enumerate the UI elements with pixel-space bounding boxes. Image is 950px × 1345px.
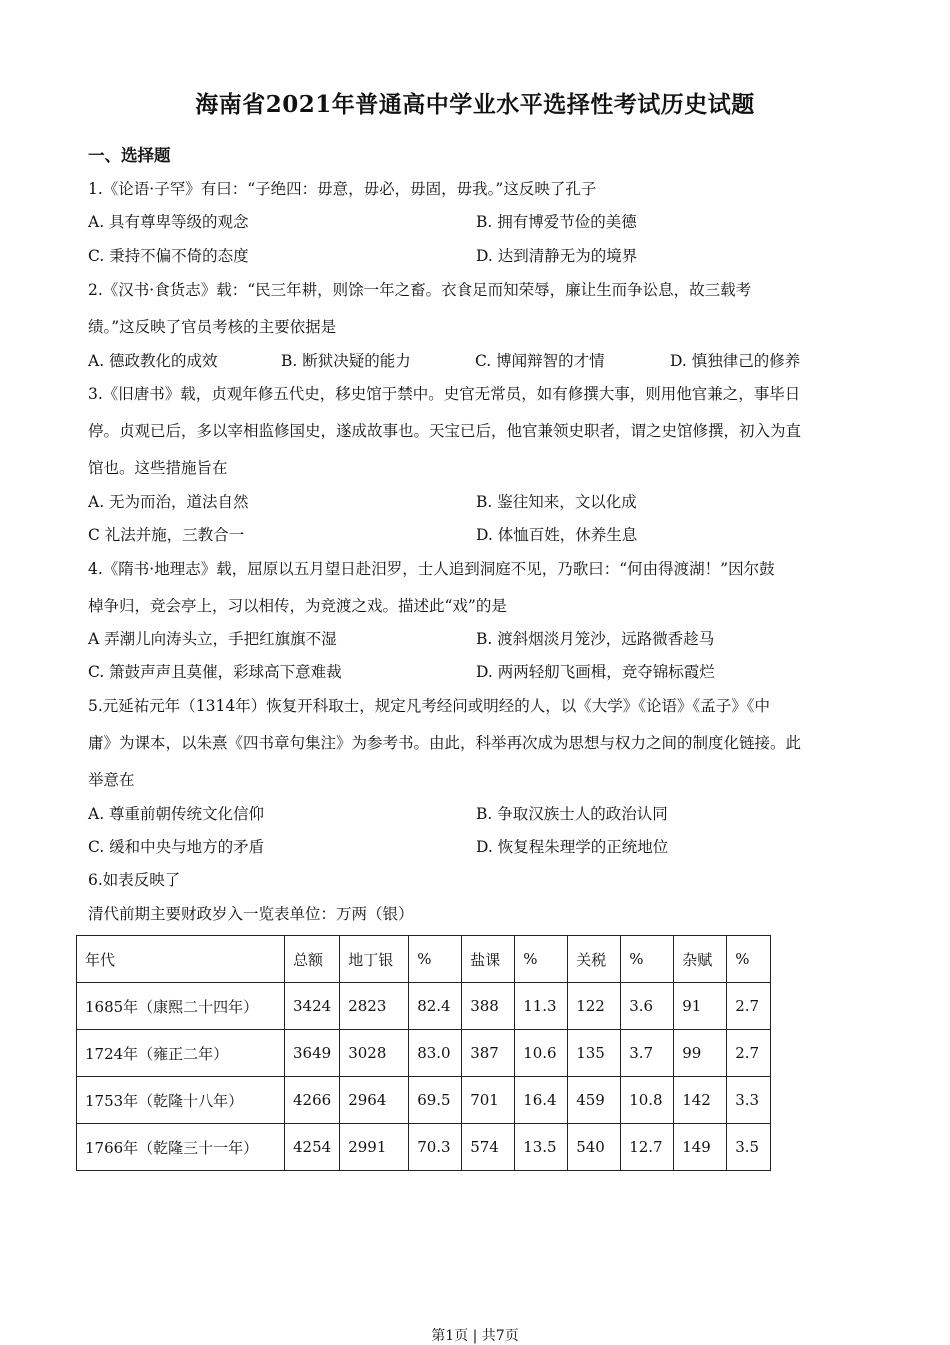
q4-option-a[interactable]: A 弄潮儿向涛头立，手把红旗旗不湿 xyxy=(88,630,337,648)
table-row xyxy=(77,983,771,1030)
table-cell: 13.5 xyxy=(515,1124,568,1171)
table-cell: 2991 xyxy=(340,1124,409,1171)
q2-option-c[interactable]: C. 博闻辩智的才情 xyxy=(475,352,605,370)
fiscal-revenue-table xyxy=(76,935,771,1171)
table-cell: 2.7 xyxy=(727,1030,771,1077)
q1-option-d[interactable]: D. 达到清静无为的境界 xyxy=(476,247,638,265)
table-cell: 387 xyxy=(462,1030,515,1077)
q4-option-d[interactable]: D. 两两轻舠飞画楫，竞夺锦标霞烂 xyxy=(476,663,715,681)
table-caption: 清代前期主要财政岁入一览表单位：万两（银） xyxy=(88,905,414,923)
q3-stem-line3: 馆也。这些措施旨在 xyxy=(88,459,228,477)
table-cell: 2.7 xyxy=(727,983,771,1030)
page-title: 海南省2021年普通高中学业水平选择性考试历史试题 xyxy=(195,91,755,118)
table-header-row xyxy=(77,936,771,983)
table-cell: 70.3 xyxy=(409,1124,462,1171)
table-cell: 1724年（雍正二年） xyxy=(77,1030,285,1077)
table-cell: 3424 xyxy=(285,983,340,1030)
table-cell: 1753年（乾隆十八年） xyxy=(77,1077,285,1124)
table-cell: 540 xyxy=(568,1124,621,1171)
q3-option-b[interactable]: B. 鉴往知来，文以化成 xyxy=(476,493,637,511)
table-header-cell: 年代 xyxy=(77,936,285,983)
q3-option-a[interactable]: A. 无为而治，道法自然 xyxy=(88,493,249,511)
table-cell: 82.4 xyxy=(409,983,462,1030)
q5-option-a[interactable]: A. 尊重前朝传统文化信仰 xyxy=(88,805,265,823)
table-header-cell: 总额 xyxy=(285,936,340,983)
table-cell: 3649 xyxy=(285,1030,340,1077)
table-row xyxy=(77,1124,771,1171)
table-header-cell: 地丁银 xyxy=(340,936,409,983)
table-cell: 12.7 xyxy=(621,1124,674,1171)
q1-option-b[interactable]: B. 拥有博爱节俭的美德 xyxy=(476,213,637,231)
q6-stem: 6.如表反映了 xyxy=(88,871,181,889)
q5-option-b[interactable]: B. 争取汉族士人的政治认同 xyxy=(476,805,668,823)
table-cell: 2823 xyxy=(340,983,409,1030)
q2-option-d[interactable]: D. 慎独律己的修养 xyxy=(670,352,801,370)
q2-option-a[interactable]: A. 德政教化的成效 xyxy=(88,352,218,370)
page-footer: 第1页 | 共7页 xyxy=(431,1328,519,1344)
q2-stem-line1: 2.《汉书·食货志》载：“民三年耕，则馀一年之畜。衣食足而知荣辱，廉让生而争讼息，故三载考 xyxy=(88,281,752,299)
q4-stem-line2: 棹争归，竞会亭上，习以相传，为竞渡之戏。描述此“戏”的是 xyxy=(88,597,507,615)
table-header-cell: 盐课 xyxy=(462,936,515,983)
table-cell: 142 xyxy=(674,1077,727,1124)
table-cell: 3.5 xyxy=(727,1124,771,1171)
table-cell: 4266 xyxy=(285,1077,340,1124)
q4-option-b[interactable]: B. 渡斜烟淡月笼沙，远路微香趁马 xyxy=(476,630,715,648)
q5-option-d[interactable]: D. 恢复程朱理学的正统地位 xyxy=(476,838,669,856)
q5-stem-line3: 举意在 xyxy=(88,771,135,789)
table-cell: 69.5 xyxy=(409,1077,462,1124)
q2-option-b[interactable]: B. 断狱决疑的能力 xyxy=(281,352,411,370)
q1-stem: 1.《论语·子罕》有曰：“子绝四：毋意，毋必，毋固，毋我。”这反映了孔子 xyxy=(88,180,597,198)
table-cell: 3028 xyxy=(340,1030,409,1077)
table-row xyxy=(77,1030,771,1077)
table-header-cell: % xyxy=(409,936,462,983)
table-cell: 3.7 xyxy=(621,1030,674,1077)
table-cell: 135 xyxy=(568,1030,621,1077)
table-cell: 83.0 xyxy=(409,1030,462,1077)
table-header-cell: % xyxy=(727,936,771,983)
table-row xyxy=(77,1077,771,1124)
table-cell: 122 xyxy=(568,983,621,1030)
table-cell: 149 xyxy=(674,1124,727,1171)
q5-stem-line1: 5.元延祐元年（1314年）恢复开科取士，规定凡考经问或明经的人，以《大学》《论语》《孟子》《中 xyxy=(88,697,770,715)
table-cell: 701 xyxy=(462,1077,515,1124)
table-cell: 4254 xyxy=(285,1124,340,1171)
q1-option-a[interactable]: A. 具有尊卑等级的观念 xyxy=(88,213,249,231)
table-cell: 459 xyxy=(568,1077,621,1124)
q2-stem-line2: 绩。”这反映了官员考核的主要依据是 xyxy=(88,318,337,336)
table-cell: 16.4 xyxy=(515,1077,568,1124)
table-cell: 10.8 xyxy=(621,1077,674,1124)
q3-stem-line2: 停。贞观已后，多以宰相监修国史，遂成故事也。天宝已后，他官兼领史职者，谓之史馆修撰，初入为直 xyxy=(88,422,802,440)
table-header-cell: 关税 xyxy=(568,936,621,983)
table-header-cell: % xyxy=(515,936,568,983)
table-cell: 1685年（康熙二十四年） xyxy=(77,983,285,1030)
section-heading: 一、选择题 xyxy=(88,146,171,165)
q5-stem-line2: 庸》为课本，以朱熹《四书章句集注》为参考书。由此，科举再次成为思想与权力之间的制度化链接。此 xyxy=(88,734,802,752)
q4-stem-line1: 4.《隋书·地理志》载，屈原以五月望日赴汨罗，士人追到洞庭不见，乃歌曰：“何由得渡湖！”因尔鼓 xyxy=(88,560,775,578)
q4-option-c[interactable]: C. 箫鼓声声且莫催，彩球高下意难裁 xyxy=(88,663,342,681)
table-cell: 91 xyxy=(674,983,727,1030)
table-cell: 10.6 xyxy=(515,1030,568,1077)
table-cell: 574 xyxy=(462,1124,515,1171)
q3-stem-line1: 3.《旧唐书》载，贞观年修五代史，移史馆于禁中。史官无常员，如有修撰大事，则用他官兼之，事毕日 xyxy=(88,385,801,403)
table-cell: 2964 xyxy=(340,1077,409,1124)
q3-option-d[interactable]: D. 体恤百姓，休养生息 xyxy=(476,526,638,544)
table-cell: 3.3 xyxy=(727,1077,771,1124)
table-header-cell: % xyxy=(621,936,674,983)
table-cell: 388 xyxy=(462,983,515,1030)
table-cell: 1766年（乾隆三十一年） xyxy=(77,1124,285,1171)
table-cell: 11.3 xyxy=(515,983,568,1030)
table-cell: 3.6 xyxy=(621,983,674,1030)
q1-option-c[interactable]: C. 秉持不偏不倚的态度 xyxy=(88,247,249,265)
table-header-cell: 杂赋 xyxy=(674,936,727,983)
q3-option-c[interactable]: C 礼法并施，三教合一 xyxy=(88,526,245,544)
table-cell: 99 xyxy=(674,1030,727,1077)
q5-option-c[interactable]: C. 缓和中央与地方的矛盾 xyxy=(88,838,265,856)
